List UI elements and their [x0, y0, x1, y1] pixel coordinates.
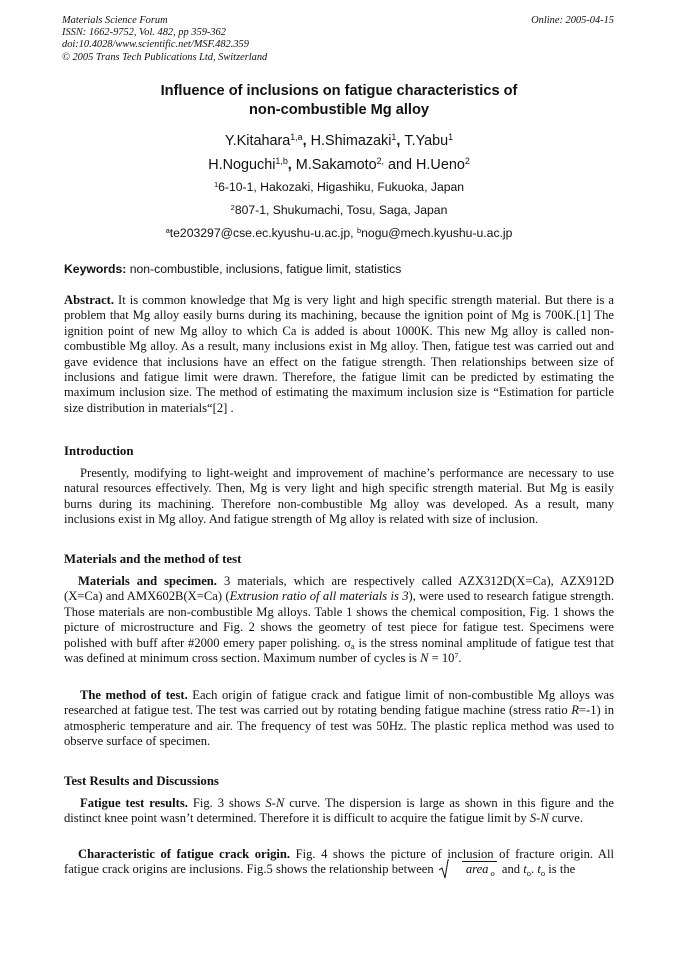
author-line-1: Y.Kitahara$^{1,a}$, H.Shimazaki$^1$, T.Yabu$^1$: [224, 132, 454, 149]
paragraph-text: = 10: [428, 651, 455, 666]
journal-copyright: © 2005 Trans Tech Publications Ltd, Switzerland: [62, 51, 268, 63]
paragraph-text: Fig. 4 shows the picture of inclusion of fracture origin. All fatigue crack origins are inclusions. Fig.5 shows the relationship between: [64, 847, 614, 877]
exponent: 7: [454, 650, 459, 660]
paragraph-text: Fig. 3 shows: [192, 796, 266, 810]
author-affil-mark: 1: [448, 132, 454, 143]
journal-header: [62, 15, 614, 64]
paragraph-text: .: [458, 651, 462, 666]
fatigue-results-paragraph: [64, 796, 614, 827]
sqrt-sign-icon: [439, 859, 449, 879]
paragraph-text: curve. The dispersion is large as shown in this figure and the distinct knee point wasn’t determined. Therefore it is difficult to acquire the fatigue limit by: [64, 796, 614, 826]
title-line-1: Influence of inclusions on fatigue characteristics of: [160, 83, 518, 99]
paragraph-label: The method of test.: [80, 688, 188, 702]
introduction-paragraph: Presently, modifying to light-weight and improvement of machine’s performance are necessary to use natural resources effectively. Then, Mg is very light and high specific strength material. But Mg is easily burns during its machining. Therefore non-combustible Mg alloy was developed. As a result, many inclusions exist in Mg alloy. And fatigue strength of Mg alloy is related with size of inclusion.: [64, 466, 614, 527]
affiliation-mark: 1: [213, 179, 219, 189]
title-line-2: non-combustible Mg alloy: [249, 102, 429, 118]
symbol-subscript: o: [540, 867, 546, 878]
journal-name: Materials Science Forum: [62, 15, 168, 26]
affiliation-address: 6-10-1, Hakozaki, Higashiku, Fukuoka, Japan: [218, 180, 465, 194]
author-affil-mark: 2: [464, 155, 470, 166]
author-name: M.Sakamoto: [295, 156, 377, 173]
abstract: [64, 293, 614, 416]
paragraph-text: .: [531, 862, 535, 877]
paragraph-text: is the stress nominal amplitude of fatigue test that was defined at minimum cross section. Maximum number of cycles is: [64, 635, 614, 666]
paper-title: [64, 82, 614, 120]
author-name: T.Yabu: [404, 133, 449, 149]
symbol-t: t: [523, 862, 527, 877]
symbol-subscript: o: [526, 867, 532, 878]
author-affil-mark: 1,b: [275, 155, 288, 166]
keywords-label: Keywords:: [64, 262, 127, 276]
symbol-r: R: [571, 703, 579, 718]
author-name: Y.Kitahara: [224, 133, 291, 149]
abstract-text: It is common knowledge that Mg is very light and high specific strength material. But there is a problem that Mg alloy easily burns during its machining, because the ignition point of Mg is 700K.[1] The ignition point of new Mg alloy to which Ca is added is about 1000K. This new Mg alloy is called non-combustible Mg alloy. As a result, many inclusions exist in Mg alloy. Then, fatigue test was carried out and gave evidence that inclusions have an effect on the fatigue strength. Then relationships between size of inclusions and fatigue limit were drawn. Therefore, the fatigue limit can be predicted by estimating the maximum inclusion size. The method of estimating the maximum inclusion size is “Estimation for particle size distribution in materials“[2] .: [64, 293, 614, 415]
author-name: H.Noguchi: [208, 156, 276, 173]
test-method-paragraph: [64, 688, 614, 750]
paragraph-text: =-1) in atmospheric temperature and air. The frequency of test was 50Hz. The plastic replica method was used to observe surface of specimen.: [64, 703, 614, 749]
affiliation-address: 807-1, Shukumachi, Tosu, Saga, Japan: [234, 203, 448, 217]
formula-area: area: [465, 862, 489, 877]
keywords: [64, 262, 614, 276]
paragraph-text: and: [501, 862, 521, 877]
affiliation-1: [64, 180, 614, 194]
email-mark: b: [356, 225, 362, 235]
affiliation-2: [64, 203, 614, 217]
email-line: [64, 226, 614, 240]
paragraph-label: Materials and specimen.: [78, 574, 217, 588]
online-date: Online: 2005-04-15: [531, 15, 614, 26]
formula-subscript: o: [490, 867, 495, 878]
paragraph-text: Each origin of fatigue crack and fatigue limit of non-combustible Mg alloys was researched at fatigue test. The test was carried out by rotating bending fatigue machine (stress ratio: [64, 688, 614, 718]
symbol-t: t: [537, 862, 541, 877]
symbol-sn: S-N: [265, 796, 285, 810]
author-name: H.Ueno: [416, 156, 465, 173]
section-heading-introduction: Introduction: [64, 444, 134, 458]
paragraph-label: Characteristic of fatigue crack origin.: [78, 847, 291, 861]
sigma-subscript: a: [350, 641, 355, 652]
symbol-sn: S-N: [529, 811, 549, 826]
paragraph-text: ), were used to research fatigue strength. Those materials are non-combustible Mg alloys. Table 1 shows the chemical composition, Fig. 1 shows the picture of microstructure and Fig. 2 shows the geometry of test piece for fatigue test. Specimens were polished with buff after #2000 emery paper polishing. σ: [64, 589, 614, 650]
author-affil-mark: 1,a: [290, 132, 303, 143]
paragraph-text: 3 materials, which are respectively called AZX312D(X=Ca), AZX912D (X=Ca) and AMX602B(X=Ca) (: [64, 574, 614, 604]
section-heading-materials: Materials and the method of test: [64, 552, 242, 566]
symbol-n: N: [420, 651, 429, 666]
abstract-label: Abstract.: [64, 293, 115, 307]
paragraph-label: Fatigue test results.: [80, 796, 188, 810]
paragraph-text: curve.: [548, 811, 584, 826]
crack-origin-paragraph: [64, 847, 614, 878]
paragraph-italic: Extrusion ratio of all materials is 3: [229, 589, 409, 604]
author-list: [64, 130, 614, 177]
email-address: te203297@cse.ec.kyushu-u.ac.jp,: [169, 226, 354, 240]
section-heading-results: Test Results and Discussions: [64, 774, 219, 788]
author-affil-mark: 2,: [376, 155, 385, 166]
sqrt-area-formula: [439, 862, 497, 877]
keywords-text: non-combustible, inclusions, fatigue limit, statistics: [129, 262, 402, 276]
journal-issn: ISSN: 1662-9752, Vol. 482, pp 359-362: [62, 27, 226, 39]
author-affil-mark: 1: [391, 132, 397, 143]
affiliation-mark: 2: [230, 202, 235, 212]
journal-doi: doi:10.4028/www.scientific.net/MSF.482.359: [62, 39, 249, 51]
paragraph-text: is the: [548, 862, 576, 877]
email-address: nogu@mech.kyushu-u.ac.jp: [361, 226, 513, 240]
email-mark: a: [165, 225, 170, 235]
author-line-2: H.Noguchi$^{1,b}$, M.Sakamoto$^{2,}$ and H.Ueno$^2$: [208, 155, 470, 173]
materials-paragraph: [64, 574, 614, 666]
author-name: H.Shimazaki: [310, 133, 392, 149]
